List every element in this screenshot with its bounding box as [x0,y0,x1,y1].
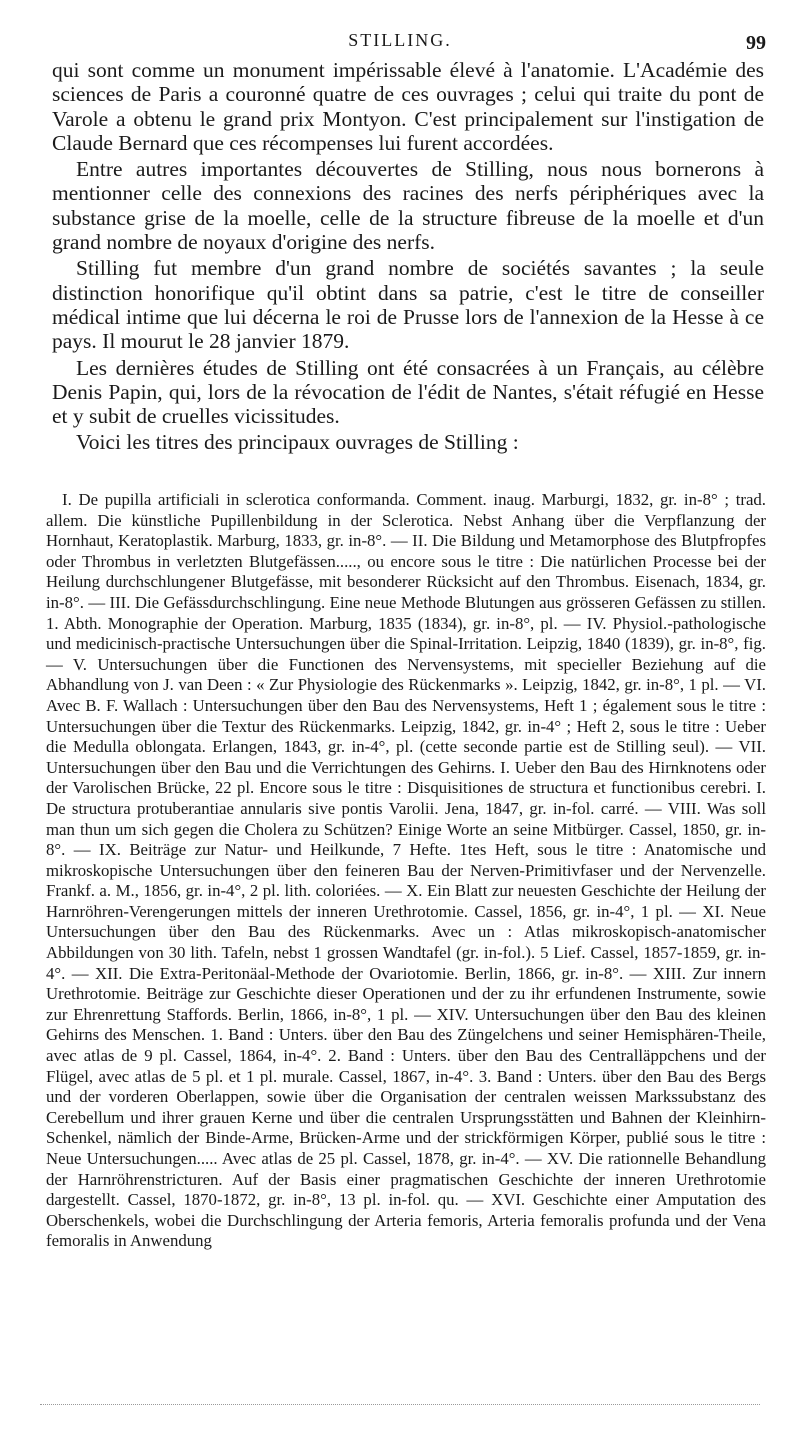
paragraph-works-intro: Voici les titres des principaux ouvrages de Stilling : [76,430,519,455]
bibliography-text: I. De pupilla artificiali in sclerotica conformanda. Comment. inaug. Marburgi, 1832, gr. in-8° ; trad. allem. Die künstliche Pupillenbildung in der Sclerotica. Nebst Anhang über die Verpflanzung der Hornhaut, Keratoplastik. Marburg, 1833, gr. in-8°. — II. Die Bildung und Metamorphose des Blutpfropfes oder Thrombus in verletzten Blutgefässen....., ou encore sous le titre : Die natürlichen Processe bei der Heilung durchschlungener Blutgefässe, mit besonderer Rücksicht auf den Thrombus. Eisenach, 1834, gr. in-8°. — III. Die Gefässdurchschlingung. Eine neue Methode Blutungen aus grösseren Gefässen zu stillen. 1. Abth. Monographie der Operation. Marburg, 1835 (1834), gr. in-8°, pl. — IV. Physiol.-pathologische und medicinisch-practische Untersuchungen über die Spinal-Irritation. Leipzig, 1840 (1839), gr. in-8°, fig. — V. Untersuchungen über die Functionen des Nervensystems, mit specieller Beziehung auf die Abhandlung von J. van Deen : « Zur Physiologie des Rückenmarks ». Leipzig, 1842, gr. in-8°, 1 pl. — VI. Avec B. F. Wallach : Untersuchungen über den Bau des Nervensystems, Heft 1 ; également sous le titre : Untersuchungen über die Textur des Rückenmarks. Leipzig, 1842, gr. in-4° ; Heft 2, sous le titre : Ueber die Medulla oblongata. Erlangen, 1843, gr. in-4°, pl. (cette seconde partie est de Stilling seul). — VII. Untersuchungen über den Bau und die Verrichtungen des Gehirns. I. Ueber den Bau des Hirnknotens oder der Varolischen Brücke, 22 pl. Encore sous le titre : Disquisitiones de structura et functionibus cerebri. I. De structura protuberantiae annularis sive pontis Varolii. Jena, 1847, gr. in-fol. carré. — VIII. Was soll man thun um sich gegen die Cholera zu Schützen? Einige Worte an seine Mitbürger. Cassel, 1850, gr. in-8°. — IX. Beiträge zur Natur- und Heilkunde, 7 Hefte. 1tes Heft, sous le titre : Anatomische und mikroskopische Untersuchungen über den feineren Bau der Nerven-Primitivfaser und der Nervenzelle. Frankf. a. M., 1856, gr. in-4°, 2 pl. lith. coloriées. — X. Ein Blatt zur neuesten Geschichte der Heilung der Harnröhren-Verengerungen mittels der inneren Urethrotomie. Cassel, 1856, gr. in-4°, 1 pl. — XI. Neue Untersuchungen über den Bau des Rückenmarks. Avec un : Atlas mikroskopisch-anatomischer Abbildungen von 30 lith. Tafeln, nebst 1 grossen Wandtafel (gr. in-fol.). 5 Lief. Cassel, 1857-1859, gr. in-4°. — XII. Die Extra-Peritonäal-Methode der Ovariotomie. Berlin, 1866, gr. in-8°. — XIII. Zur innern Urethrotomie. Beiträge zur Geschichte dieser Operationen und der zu ihr erfundenen Instrumente, sowie zur Ehrenrettung Staffords. Berlin, 1866, in-8°, 1 pl. — XIV. Untersuchungen über den Bau des kleinen Gehirns des Menschen. 1. Band : Unters. über den Bau des Züngelchens und seiner Hemisphären-Theile, avec atlas de 9 pl. Cassel, 1864, in-4°. 2. Band : Unters. über den Bau des Centralläppchens und der Flügel, avec atlas de 5 pl. et 1 pl. murale. Cassel, 1867, in-4°. 3. Band : Unters. über den Bau des Bergs und der vorderen Oberlappen, sowie über die Organisation der centralen weissen Markssubstanz des Cerebellum und ihrer grauen Kerne und über die centralen Ursprungsstätten und Bahnen der Kleinhirn-Schenkel, nämlich der Binde-Arme, Brücken-Arme und der strickförmigen Körper, publié sous le titre : Neue Untersuchungen..... Avec atlas de 25 pl. Cassel, 1878, gr. in-4°. — XV. Die rationnelle Behandlung der Harnröhrenstricturen. Auf der Basis einer pragmatischen Geschichte der inneren Urethrotomie dargestellt. Cassel, 1870-1872, gr. in-8°, 13 pl. in-fol. qu. — XVI. Geschichte einer Amputation des Oberschenkels, wobei die Durchschlingung der Arteria femoris, Arteria femoralis profunda und der Vena femoralis in Anwendung [46,490,766,1251]
footer-rule [40,1404,760,1405]
paragraph-papin: Les dernières études de Stilling ont été consacrées à un Français, au célèbre Denis Papin, qui, lors de la révocation de l'édit de Nantes, s'était réfugié en Hesse et y subit de cruelles vicissitudes. [52,355,764,429]
page-number: 99 [746,32,766,54]
running-head [0,30,800,56]
paragraph-continuation: qui sont comme un monument impérissable élevé à l'anatomie. L'Académie des sciences de Paris a couronné quatre de ces ouvrages ; celui qui traite du pont de Varole a obtenu le grand prix Montyon. C'est principalement sur l'instigation de Claude Bernard que ces récompenses lui furent accordées. [52,58,764,155]
running-title: STILLING. [348,30,452,50]
paragraph-discoveries: Entre autres importantes découvertes de Stilling, nous nous bornerons à mentionner celle des connexions des racines des nerfs périphériques avec la substance grise de la moelle, celle de la structure fibreuse de la moelle et d'un grand nombre de noyaux d'origine des nerfs. [52,157,764,255]
bibliography [46,490,766,1252]
body-text [52,58,764,455]
paragraph-honors: Stilling fut membre d'un grand nombre de sociétés savantes ; la seule distinction honorifique qu'il obtint dans sa patrie, c'est le titre de conseiller médical intime que lui décerna le roi de Prusse lors de l'annexion de la Hesse à ce pays. Il mourut le 28 janvier 1879. [52,256,764,354]
